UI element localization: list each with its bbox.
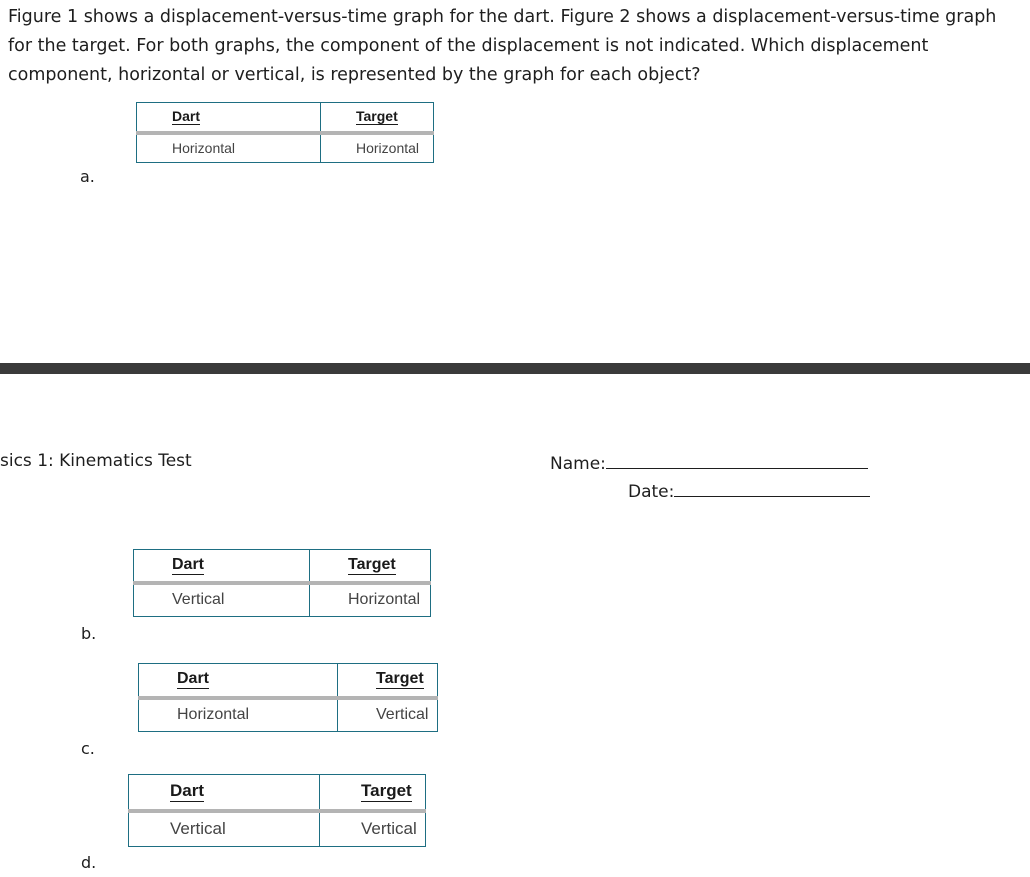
table-value-row	[129, 811, 426, 847]
table-value-row	[134, 583, 431, 617]
target-header-cell	[310, 550, 431, 583]
dart-header: Dart	[170, 781, 205, 801]
dart-value: Horizontal	[137, 133, 321, 163]
dart-value: Vertical	[134, 583, 310, 617]
answer-table-c[interactable]	[138, 663, 438, 732]
question-text: Figure 1 shows a displacement-versus-time graph for the dart. Figure 2 shows a displacement-versus-time graph for the target. For both graphs, the component of the displacement is not indicated. Which displacement component, horizontal or vertical, is represented by the graph for each object?	[8, 7, 997, 85]
target-value: Vertical	[320, 811, 426, 847]
option-letter-a: a.	[80, 167, 95, 186]
answer-table-a[interactable]	[136, 102, 434, 163]
test-title: sics 1: Kinematics Test	[0, 451, 192, 471]
table-header-row	[137, 103, 434, 133]
dart-header-cell	[129, 775, 320, 811]
option-letter-b: b.	[81, 624, 97, 643]
target-header-cell	[321, 103, 434, 133]
dart-header: Dart	[172, 555, 205, 573]
dart-value: Vertical	[129, 811, 320, 847]
date-field	[628, 479, 870, 503]
date-label: Date:	[628, 482, 675, 502]
answer-table-d[interactable]	[128, 774, 426, 847]
option-letter-c: c.	[81, 739, 95, 758]
table-header-row	[139, 664, 438, 698]
name-label: Name:	[550, 454, 606, 474]
table-value-row	[137, 133, 434, 163]
section-divider	[0, 363, 1030, 374]
target-header: Target	[361, 781, 412, 801]
dart-header: Dart	[172, 108, 201, 125]
table-header-row	[129, 775, 426, 811]
target-header: Target	[348, 555, 396, 573]
dart-header-cell	[134, 550, 310, 583]
answer-table-b[interactable]	[133, 549, 431, 617]
dart-value: Horizontal	[139, 698, 338, 732]
table-header-row	[134, 550, 431, 583]
target-value: Horizontal	[321, 133, 434, 163]
target-header: Target	[356, 108, 398, 125]
target-header: Target	[376, 670, 424, 688]
target-value: Vertical	[338, 698, 438, 732]
target-header-cell	[338, 664, 438, 698]
target-header-cell	[320, 775, 426, 811]
table-value-row	[139, 698, 438, 732]
name-field	[550, 451, 868, 475]
dart-header-cell	[139, 664, 338, 698]
option-letter-d: d.	[81, 853, 97, 872]
dart-header: Dart	[177, 670, 210, 688]
target-value: Horizontal	[310, 583, 431, 617]
name-blank	[606, 451, 868, 469]
date-blank	[674, 479, 870, 497]
dart-header-cell	[137, 103, 321, 133]
